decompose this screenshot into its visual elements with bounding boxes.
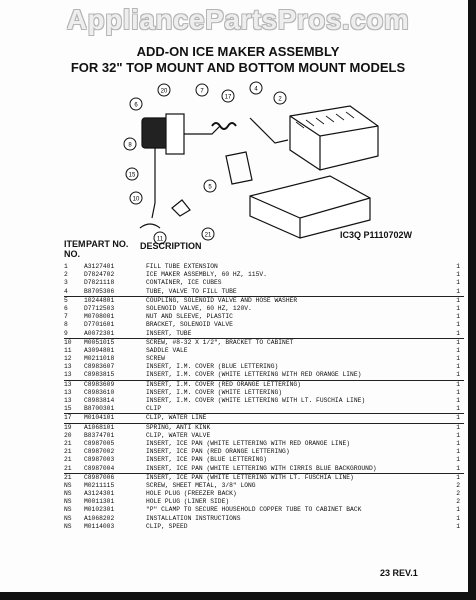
part-number: M0011301 bbox=[84, 498, 115, 506]
quantity: 1 bbox=[456, 380, 460, 388]
table-row bbox=[64, 432, 464, 440]
item-number: 9 bbox=[64, 329, 68, 337]
part-description: NUT AND SLEEVE, PLASTIC bbox=[146, 313, 233, 321]
part-number: A3094801 bbox=[84, 346, 115, 354]
ice-maker-body bbox=[290, 106, 378, 170]
table-row bbox=[64, 330, 464, 339]
quantity: 1 bbox=[456, 371, 460, 379]
quantity: 1 bbox=[456, 448, 460, 456]
part-description: INSERT, ICE PAN (WHITE LETTERING WITH CIRRIS BLUE BACKGROUND) bbox=[146, 464, 377, 472]
item-number: NS bbox=[64, 522, 72, 530]
part-number: D7712503 bbox=[84, 304, 115, 312]
callout-label: 4 bbox=[254, 86, 258, 93]
callout-label: 10 bbox=[132, 196, 140, 203]
part-number: C8987005 bbox=[84, 439, 115, 447]
table-row bbox=[64, 347, 464, 355]
ice-bin bbox=[250, 176, 370, 238]
quantity: 1 bbox=[456, 279, 460, 287]
part-number: B8705306 bbox=[84, 287, 115, 295]
page-footer: 23 REV.1 bbox=[380, 568, 418, 578]
item-number: 13 bbox=[64, 397, 72, 404]
part-description: INSERT, I.M. COVER (RED ORANGE LETTERING) bbox=[146, 380, 301, 388]
quantity: 2 bbox=[456, 498, 460, 506]
part-description: INSERT, I.M. COVER (WHITE LETTERING WITH LT. FUSCHIA LINE) bbox=[146, 397, 366, 404]
table-row bbox=[64, 506, 464, 514]
watermark: AppliancePartsPros.com bbox=[66, 4, 410, 35]
quantity: 1 bbox=[456, 263, 460, 270]
table-row bbox=[64, 381, 464, 389]
table-row bbox=[64, 355, 464, 363]
part-description: CONTAINER, ICE CUBES bbox=[146, 279, 222, 287]
col-header-part: PART NO. bbox=[86, 239, 129, 249]
item-number: 21 bbox=[64, 439, 72, 447]
part-number: M0211018 bbox=[84, 355, 115, 363]
part-description: TUBE, VALVE TO FILL TUBE bbox=[146, 287, 237, 295]
table-row bbox=[64, 339, 464, 347]
table-row bbox=[64, 498, 464, 506]
item-number: 11 bbox=[64, 346, 72, 354]
cover-insert bbox=[226, 152, 252, 184]
part-number: A0072301 bbox=[84, 329, 115, 337]
part-number: M0708001 bbox=[84, 313, 115, 321]
quantity: 1 bbox=[456, 397, 460, 404]
part-number: M0114003 bbox=[84, 522, 115, 530]
table-row bbox=[64, 448, 464, 456]
table-row bbox=[64, 397, 464, 405]
part-description: CLIP, WATER LINE bbox=[146, 414, 207, 422]
quantity: 1 bbox=[456, 414, 460, 422]
part-description: FILL TUBE EXTENSION bbox=[146, 263, 218, 270]
quantity: 1 bbox=[456, 439, 460, 447]
part-number: B8700301 bbox=[84, 405, 115, 413]
quantity: 2 bbox=[456, 481, 460, 489]
part-description: SCREW bbox=[146, 355, 165, 363]
table-row bbox=[64, 279, 464, 287]
item-number: 1 bbox=[64, 263, 68, 270]
quantity: 1 bbox=[456, 346, 460, 354]
part-description: INSERT, ICE PAN (WHITE LETTERING WITH RED ORANGE LINE) bbox=[146, 439, 351, 447]
quantity: 1 bbox=[456, 464, 460, 472]
item-number: 13 bbox=[64, 371, 72, 379]
item-number: 8 bbox=[64, 321, 68, 329]
item-number: 13 bbox=[64, 388, 72, 396]
table-row bbox=[64, 389, 464, 397]
item-number: 2 bbox=[64, 271, 68, 279]
item-number: 7 bbox=[64, 313, 68, 321]
part-number: C8983814 bbox=[84, 397, 115, 404]
fill-tube bbox=[152, 148, 155, 218]
part-description: HOLE PLUG (LINER SIDE) bbox=[146, 498, 230, 506]
part-number: A1068202 bbox=[84, 514, 115, 522]
part-number: C8987004 bbox=[84, 464, 115, 472]
coupling bbox=[212, 123, 236, 129]
table-row bbox=[64, 523, 464, 531]
part-description: SADDLE VALE bbox=[146, 346, 188, 354]
table-row bbox=[64, 424, 464, 432]
item-number: 3 bbox=[64, 279, 68, 287]
part-description: HOLE PLUG (FREEZER BACK) bbox=[146, 490, 237, 498]
part-number: M0104101 bbox=[84, 414, 115, 422]
item-number: 10 bbox=[64, 338, 72, 346]
part-description: INSERT, I.M. COVER (WHITE LETTERING WITH RED ORANGE LINE) bbox=[146, 371, 362, 379]
part-number: C8987002 bbox=[84, 448, 115, 456]
part-number: D7701601 bbox=[84, 321, 115, 329]
callout-label: 21 bbox=[204, 232, 212, 239]
part-number: M0051015 bbox=[84, 338, 115, 346]
valve-bracket bbox=[166, 114, 184, 154]
part-description: CLIP bbox=[146, 405, 162, 413]
item-number: 6 bbox=[64, 304, 68, 312]
table-row bbox=[64, 515, 464, 523]
callout-label: 5 bbox=[208, 184, 212, 191]
part-number: C8987003 bbox=[84, 456, 115, 464]
item-number: 5 bbox=[64, 296, 68, 304]
table-row bbox=[64, 263, 464, 271]
quantity: 1 bbox=[456, 287, 460, 295]
table-row bbox=[64, 288, 464, 297]
fill-tube-extension bbox=[250, 118, 288, 143]
water-line bbox=[184, 126, 220, 134]
callout-label: 6 bbox=[134, 102, 138, 109]
item-number: 13 bbox=[64, 380, 72, 388]
quantity: 1 bbox=[456, 296, 460, 304]
table-row bbox=[64, 313, 464, 321]
part-description: INSTALLATION INSTRUCTIONS bbox=[146, 514, 241, 522]
quantity: 1 bbox=[456, 522, 460, 530]
quantity: 1 bbox=[456, 363, 460, 371]
col-header-item: ITEM bbox=[64, 239, 86, 249]
page-subtitle: FOR 32" TOP MOUNT AND BOTTOM MOUNT MODELS bbox=[70, 60, 406, 75]
quantity: 1 bbox=[456, 271, 460, 279]
item-number: 20 bbox=[64, 431, 72, 439]
saddle-valve bbox=[172, 200, 190, 216]
part-description: SOLENOID VALVE, 60 HZ, 120V. bbox=[146, 304, 252, 312]
part-number: C8983609 bbox=[84, 380, 115, 388]
item-number: 15 bbox=[64, 405, 72, 413]
part-number: D7824702 bbox=[84, 271, 115, 279]
part-number: C8983610 bbox=[84, 388, 115, 396]
part-description: SPRING, ANTI KINK bbox=[146, 423, 211, 431]
col-header-no: NO. bbox=[64, 249, 81, 259]
quantity: 1 bbox=[456, 405, 460, 413]
part-description: COUPLING, SOLENOID VALVE AND HOSE WASHER bbox=[146, 296, 298, 304]
item-number: 21 bbox=[64, 448, 72, 456]
part-description: "P" CLAMP TO SECURE HOUSEHOLD COPPER TUBE TO CABINET BACK bbox=[146, 506, 362, 514]
callout-label: 8 bbox=[128, 142, 132, 149]
part-description: INSERT, TUBE bbox=[146, 329, 192, 337]
item-number: NS bbox=[64, 490, 72, 498]
part-number: A3127401 bbox=[84, 263, 115, 270]
callout-label: 7 bbox=[200, 88, 204, 95]
part-number: M0102301 bbox=[84, 506, 115, 514]
item-number: NS bbox=[64, 498, 72, 506]
part-description: SCREW, SHEET METAL, 3/8" LONG bbox=[146, 481, 256, 489]
quantity: 1 bbox=[456, 431, 460, 439]
table-row bbox=[64, 297, 464, 305]
quantity: 1 bbox=[456, 313, 460, 321]
table-row bbox=[64, 305, 464, 313]
item-number: 12 bbox=[64, 355, 72, 363]
part-number: A3124301 bbox=[84, 490, 115, 498]
part-description: CLIP, SPEED bbox=[146, 522, 188, 530]
item-number: 19 bbox=[64, 423, 72, 431]
part-description: INSERT, ICE PAN (RED ORANGE LETTERING) bbox=[146, 448, 290, 456]
table-row bbox=[64, 465, 464, 474]
item-number: 17 bbox=[64, 414, 72, 422]
quantity: 1 bbox=[456, 506, 460, 514]
table-row bbox=[64, 440, 464, 448]
exploded-diagram bbox=[100, 78, 400, 246]
part-description: SCREW, #8-32 X 1/2", BRACKET TO CABINET bbox=[146, 338, 294, 346]
part-description: BRACKET, SOLENOID VALVE bbox=[146, 321, 233, 329]
part-number: D7821118 bbox=[84, 279, 115, 287]
item-number: 21 bbox=[64, 456, 72, 464]
parts-table bbox=[64, 263, 464, 531]
part-number: M0211115 bbox=[84, 481, 115, 489]
table-row bbox=[64, 482, 464, 490]
part-description: ICE MAKER ASSEMBLY, 60 HZ, 115V. bbox=[146, 271, 267, 279]
part-number: A1068101 bbox=[84, 423, 115, 431]
item-number: NS bbox=[64, 481, 72, 489]
table-row bbox=[64, 371, 464, 380]
table-row bbox=[64, 405, 464, 414]
quantity: 1 bbox=[456, 355, 460, 363]
table-row bbox=[64, 474, 464, 482]
part-number: C8983815 bbox=[84, 371, 115, 379]
frame-edge-bottom bbox=[0, 592, 476, 600]
quantity: 1 bbox=[456, 514, 460, 522]
part-description: INSERT, I.M. COVER (WHITE LETTERING) bbox=[146, 388, 283, 396]
part-description: INSERT, ICE PAN (BLUE LETTERING) bbox=[146, 456, 267, 464]
table-row bbox=[64, 321, 464, 329]
col-header-description: DESCRIPTION bbox=[140, 241, 202, 251]
part-description: INSERT, I.M. COVER (BLUE LETTERING) bbox=[146, 363, 279, 371]
item-number: 4 bbox=[64, 287, 68, 295]
callout-label: 20 bbox=[160, 88, 168, 95]
callout-label: 11 bbox=[156, 236, 164, 243]
table-row bbox=[64, 490, 464, 498]
part-description: CLIP, WATER VALVE bbox=[146, 431, 211, 439]
quantity: 1 bbox=[456, 338, 460, 346]
callout-label: 17 bbox=[224, 94, 232, 101]
diagram-part-ref: IC3Q P1110702W bbox=[340, 230, 413, 240]
part-number: 10244801 bbox=[84, 296, 115, 304]
callout-label: 15 bbox=[128, 172, 136, 179]
part-number: B8374701 bbox=[84, 431, 115, 439]
item-number: NS bbox=[64, 514, 72, 522]
quantity: 1 bbox=[456, 329, 460, 337]
table-row bbox=[64, 414, 464, 423]
part-number: C8983607 bbox=[84, 363, 115, 371]
quantity: 1 bbox=[456, 304, 460, 312]
page-title: ADD-ON ICE MAKER ASSEMBLY bbox=[136, 44, 340, 59]
part-description: INSERT, ICE PAN (WHITE LETTERING WITH LT. FUSCHIA LINE) bbox=[146, 473, 354, 481]
quantity: 1 bbox=[456, 473, 460, 481]
solenoid-valve bbox=[142, 118, 168, 148]
part-number: C8987006 bbox=[84, 473, 115, 481]
callout-label: 2 bbox=[278, 96, 282, 103]
quantity: 2 bbox=[456, 490, 460, 498]
item-number: NS bbox=[64, 506, 72, 514]
quantity: 1 bbox=[456, 423, 460, 431]
quantity: 1 bbox=[456, 456, 460, 464]
table-row bbox=[64, 271, 464, 279]
quantity: 1 bbox=[456, 388, 460, 396]
table-row bbox=[64, 363, 464, 371]
item-number: 13 bbox=[64, 363, 72, 371]
table-row bbox=[64, 456, 464, 464]
item-number: 21 bbox=[64, 464, 72, 472]
quantity: 1 bbox=[456, 321, 460, 329]
frame-edge-right bbox=[468, 0, 476, 600]
item-number: 21 bbox=[64, 473, 72, 481]
